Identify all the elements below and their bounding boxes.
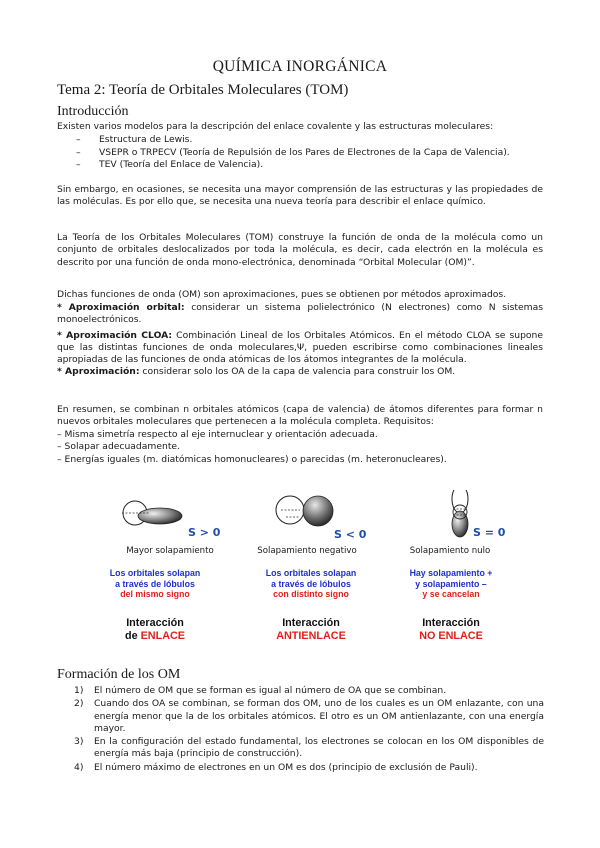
approx-text: Combinación Lineal de los Orbitales Atómicos. En el método CLOA se supone que las distintas funciones de onda moleculares,Ψ, pueden escribirse como combinaciones lineales apropiadas de las funciones de onda atómicas de los átomos integrantes de la molécula. bbox=[57, 329, 543, 366]
explanation-zero bbox=[376, 568, 526, 600]
interaction-type bbox=[80, 630, 230, 643]
interaction-type bbox=[376, 630, 526, 643]
interaction-prefix: de bbox=[125, 629, 141, 642]
requirements-list bbox=[57, 429, 543, 466]
list-item bbox=[74, 762, 544, 774]
paragraph-2: La Teoría de los Orbitales Moleculares (TOM) construye la función de onda de la molécula como un conjunto de orbitales deslocalizados por toda la molécula, es decir, cada electrón en la molécula es descrito por una función de onda mono-electrónica, denominada “Orbital Molecular (OM)”. bbox=[57, 232, 543, 268]
interaction-antibonding bbox=[236, 617, 386, 642]
list-item: – Misma simetría respecto al eje internuclear y orientación adecuada. bbox=[57, 429, 378, 440]
explanation-highlight: del mismo signo bbox=[120, 589, 190, 599]
interaction-label: Interacción bbox=[126, 617, 184, 629]
item-number: 4) bbox=[74, 761, 84, 773]
item-text: El número máximo de electrones en un OM es dos (principio de exclusión de Pauli). bbox=[94, 761, 478, 773]
models-list bbox=[76, 134, 510, 172]
paragraph-3: Dichas funciones de onda (OM) son aproximaciones, pues se obtienen por métodos aproximados. bbox=[57, 289, 507, 300]
list-item bbox=[74, 736, 544, 761]
overlap-negative-diagram bbox=[276, 496, 333, 526]
list-item: – Estructura de Lewis. bbox=[76, 134, 510, 147]
interaction-label: Interacción bbox=[422, 617, 480, 629]
overlap-value-negative: S < 0 bbox=[334, 528, 367, 541]
explanation-line: Hay solapamiento + bbox=[409, 568, 493, 578]
approx-label: * Aproximación: bbox=[57, 366, 140, 378]
caption-negative: Solapamiento negativo bbox=[257, 546, 357, 556]
approx-text: considerar un sistema polielectrónico (N electrones) como N sistemas monoelectrónicos. bbox=[57, 302, 543, 326]
explanation-line: a través de lóbulos bbox=[271, 578, 351, 589]
interaction-nonbonding bbox=[376, 617, 526, 642]
list-item bbox=[74, 685, 544, 697]
approx-label: * Aproximación CLOA: bbox=[57, 329, 173, 341]
item-text: El número de OM que se forman es igual al número de OA que se combinan. bbox=[94, 685, 447, 696]
approx-cloa bbox=[57, 330, 543, 367]
overlap-zero-diagram bbox=[452, 490, 468, 537]
explanation-line: Los orbitales solapan bbox=[109, 568, 201, 578]
caption-zero: Solapamiento nulo bbox=[409, 546, 491, 556]
overlap-positive-diagram bbox=[122, 501, 182, 525]
approx-valence bbox=[57, 366, 543, 378]
formation-heading: Formación de los OM bbox=[57, 667, 181, 682]
explanation-line: y solapamiento – bbox=[415, 578, 487, 589]
interaction-kind: ENLACE bbox=[140, 629, 185, 642]
item-text: En la configuración del estado fundamental, los electrones se colocan en los OM disponibles de energía más baja (principio de construcción). bbox=[94, 736, 544, 760]
overlap-value-positive: S > 0 bbox=[188, 526, 221, 539]
interaction-kind: ANTIENLACE bbox=[276, 629, 346, 642]
list-item: – Solapar adecuadamente. bbox=[57, 441, 180, 453]
explanation-negative bbox=[236, 568, 386, 600]
list-item: – TEV (Teoría del Enlace de Valencia). bbox=[76, 159, 510, 172]
item-text: Cuando dos OA se combinan, se forman dos OM, uno de los cuales es un OM enlazante, con una energía menor que la de los orbitales atómicos. El otro es un OM antienlazante, con una energía mayor. bbox=[94, 698, 544, 734]
list-item: – VSEPR o TRPECV (Teoría de Repulsión de los Pares de Electrones de la Capa de Valencia). bbox=[76, 147, 510, 160]
item-number: 1) bbox=[74, 685, 84, 696]
approx-orbital bbox=[57, 302, 543, 327]
overlap-figure bbox=[0, 490, 600, 650]
caption-positive: Mayor solapamiento bbox=[126, 546, 214, 556]
interaction-type bbox=[236, 630, 386, 643]
approx-label: * Aproximación orbital: bbox=[57, 302, 185, 313]
intro-lead: Existen varios modelos para la descripción del enlace covalente y las estructuras moleculares: bbox=[57, 121, 494, 132]
overlap-value-zero: S = 0 bbox=[473, 526, 506, 539]
topic-title: Tema 2: Teoría de Orbitales Moleculares (TOM) bbox=[57, 82, 349, 98]
paragraph-1: Sin embargo, en ocasiones, se necesita una mayor comprensión de las estructuras y las propiedades de las moléculas. Es por ello que, se necesita una nueva teoría para describir el enlace químico. bbox=[57, 184, 543, 208]
interaction-kind: NO ENLACE bbox=[419, 629, 483, 642]
list-item bbox=[74, 698, 544, 735]
approximations bbox=[57, 302, 543, 379]
explanation-line: a través de lóbulos bbox=[115, 578, 195, 589]
intro-heading: Introducción bbox=[57, 104, 129, 119]
item-number: 2) bbox=[74, 698, 84, 710]
approx-text: considerar solo los OA de la capa de valencia para construir los OM. bbox=[139, 366, 456, 378]
explanation-line: Los orbitales solapan bbox=[265, 568, 357, 578]
explanation-highlight: con distinto signo bbox=[273, 589, 349, 599]
paragraph-4: En resumen, se combinan n orbitales atómicos (capa de valencia) de átomos diferentes para formar n nuevos orbitales moleculares que pertenecen a la molécula completa. Requisitos: bbox=[57, 404, 543, 428]
interaction-bonding bbox=[80, 617, 230, 642]
page-title: QUÍMICA INORGÁNICA bbox=[212, 58, 388, 75]
list-item: – Energías iguales (m. diatómicas homonucleares) o parecidas (m. heteronucleares). bbox=[57, 453, 447, 465]
explanation-positive bbox=[80, 568, 230, 600]
explanation-highlight: y se cancelan bbox=[422, 589, 480, 599]
formation-list bbox=[74, 685, 544, 775]
interaction-label: Interacción bbox=[282, 617, 340, 629]
item-number: 3) bbox=[74, 736, 84, 748]
